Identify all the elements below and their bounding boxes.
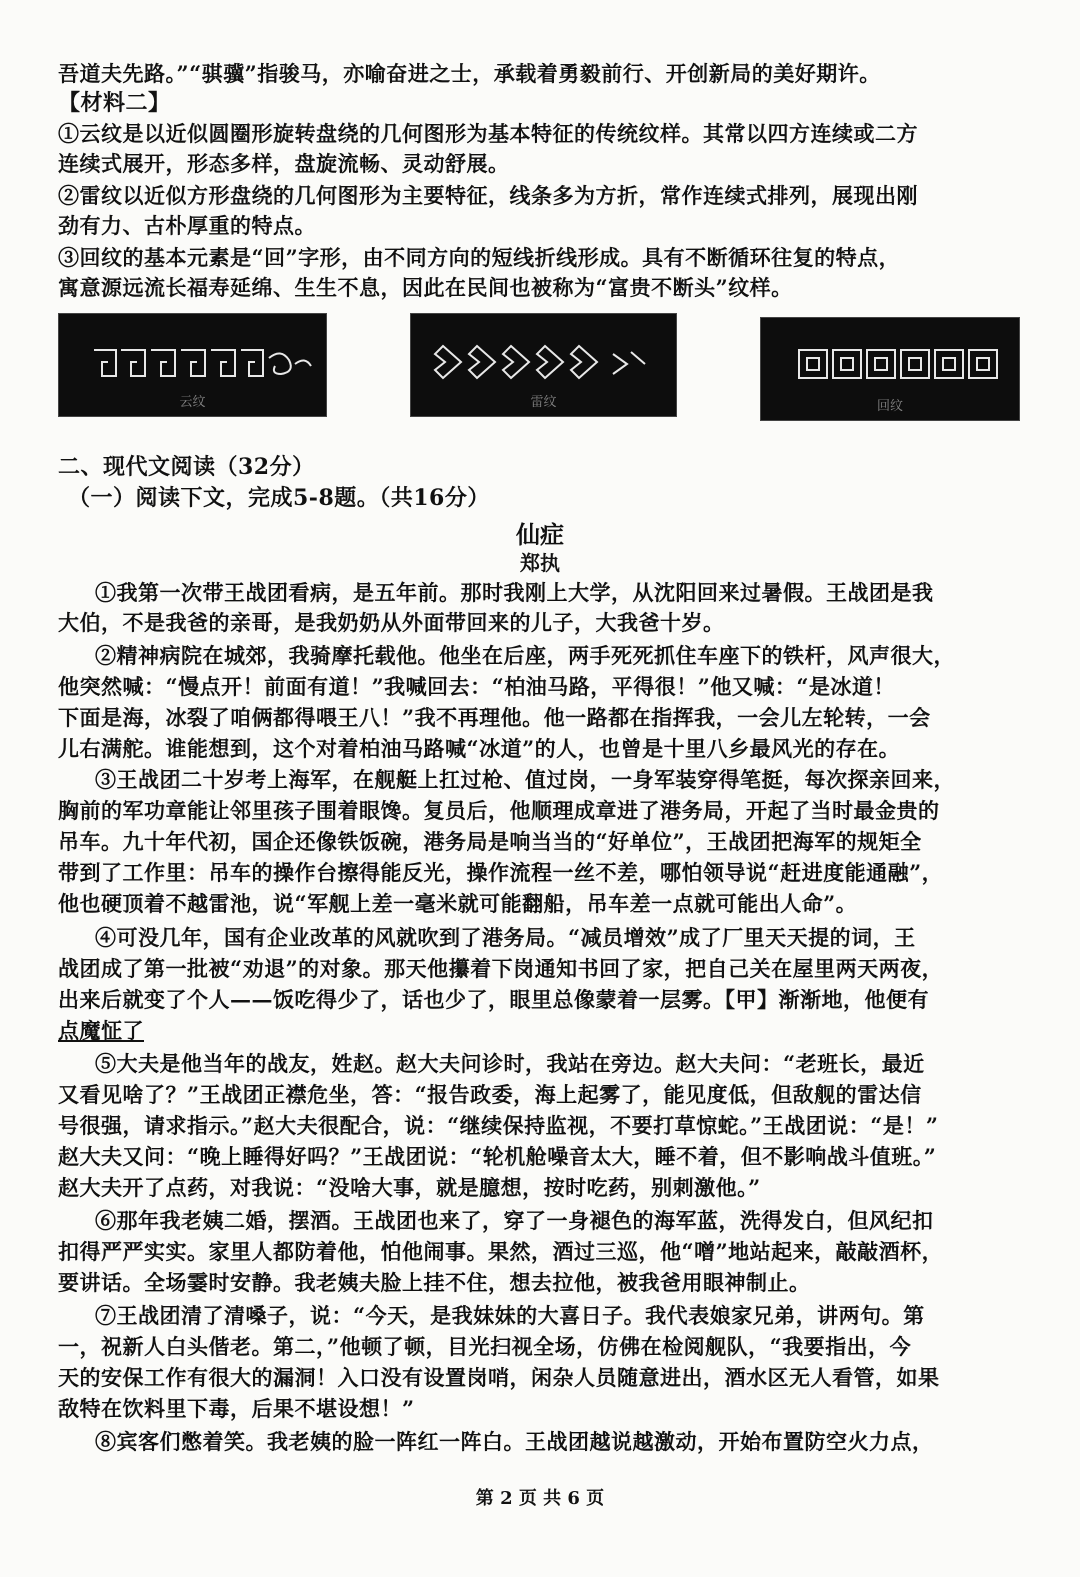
body-line: 带到了工作里：吊车的操作台擦得能反光，操作流程一丝不差，哪怕领导说“赶进度能通融”， <box>58 860 944 885</box>
body-line: ⑧宾客们憋着笑。我老姨的脸一阵红一阵白。王战团越说越激动，开始布置防空火力点， <box>95 1429 934 1454</box>
body-line: ④可没几年，国有企业改革的风就吹到了港务局。“减员增效”成了厂里天天提的词，王 <box>95 925 916 950</box>
body-line: 吊车。九十年代初，国企还像铁饭碗，港务局是响当当的“好单位”，王战团把海军的规矩全 <box>58 829 922 854</box>
body-line: 他突然喊：“慢点开！前面有道！”我喊回去：“柏油马路，平得很！”他又喊：“是冰道！ <box>58 674 895 699</box>
body-line: 又看见啥了？”王战团正襟危坐，答：“报告政委，海上起雾了，能见度低，但敌舰的雷达信 <box>58 1082 922 1107</box>
body-line: 天的安保工作有很大的漏洞！入口没有设置岗哨，闲杂人员随意进出，酒水区无人看管，如果 <box>58 1365 940 1390</box>
thunder-pattern-label: 雷纹 <box>530 395 557 410</box>
body-line: 出来后就变了个人——饭吃得少了，话也少了，眼里总像蒙着一层雾。【甲】渐渐地，他便有 <box>58 987 929 1012</box>
body-line: ②精神病院在城郊，我骑摩托载他。他坐在后座，两手死死抓住车座下的铁杆，风声很大， <box>95 643 955 668</box>
cloud-pattern-label: 云纹 <box>179 395 206 410</box>
article-author: 郑执 <box>520 551 560 575</box>
body-line: 胸前的军功章能让邻里孩子围着眼馋。复员后，他顺理成章进了港务局，开起了当时最金贵的 <box>58 798 940 823</box>
body-line: ⑤大夫是他当年的战友，姓赵。赵大夫问诊时，我站在旁边。赵大夫问：“老班长，最近 <box>95 1051 925 1076</box>
body-line: 战团成了第一批被“劝退”的对象。那天他攥着下岗通知书回了家，把自己关在屋里两天两夜， <box>58 956 944 981</box>
material-line: ①云纹是以近似圆圈形旋转盘绕的几何图形为基本特征的传统纹样。其常以四方连续或二方 <box>58 121 918 146</box>
meander-pattern-label: 回纹 <box>876 399 903 414</box>
cloud-pattern-image <box>58 313 327 417</box>
material-line: ③回纹的基本元素是“回”字形，由不同方向的短线折线形成。具有不断循环往复的特点， <box>58 245 901 270</box>
material-line: 寓意源远流长福寿延绵、生生不息，因此在民间也被称为“富贵不断头”纹样。 <box>58 275 793 300</box>
body-line: ③王战团二十岁考上海军，在舰艇上扛过枪、值过岗，一身军装穿得笔挺，每次探亲回来， <box>95 767 955 792</box>
body-line: ⑥那年我老姨二婚，摆酒。王战团也来了，穿了一身褪色的海军蓝，洗得发白，但风纪扣 <box>95 1208 934 1233</box>
material-line: ②雷纹以近似方形盘绕的几何图形为主要特征，线条多为方折，常作连续式排列，展现出刚 <box>58 183 918 208</box>
section-title: 二、现代文阅读（32分） <box>58 454 315 480</box>
body-line: 扣得严严实实。家里人都防着他，怕他闹事。果然，酒过三巡，他“噌”地站起来，敲敲酒杯， <box>58 1239 944 1264</box>
body-line: ①我第一次带王战团看病，是五年前。那时我刚上大学，从沈阳回来过暑假。王战团是我 <box>95 580 934 605</box>
article-title: 仙症 <box>516 520 564 549</box>
subsection-title: （一）阅读下文，完成5-8题。（共16分） <box>68 485 490 511</box>
body-line-underlined: 点魔怔了 <box>58 1018 144 1043</box>
material-line: 吾道夫先路。”“骐骥”指骏马，亦喻奋进之士，承载着勇毅前行、开创新局的美好期许。 <box>58 61 881 86</box>
body-line: 赵大夫又问：“晚上睡得好吗？”王战团说：“轮机舱噪音太大，睡不着，但不影响战斗值班。” <box>58 1144 937 1169</box>
page-footer: 第 2 页 共 6 页 <box>475 1488 605 1509</box>
material-line: 劲有力、古朴厚重的特点。 <box>58 213 316 238</box>
body-line: 他也硬顶着不越雷池，说“军舰上差一毫米就可能翻船，吊车差一点就可能出人命”。 <box>58 891 858 916</box>
body-line: 下面是海，冰裂了咱俩都得喂王八！”我不再理他。他一路都在指挥我，一会儿左轮转，一会 <box>58 705 931 730</box>
thunder-pattern-image <box>410 313 677 417</box>
body-line: 大伯，不是我爸的亲哥，是我奶奶从外面带回来的儿子，大我爸十岁。 <box>58 610 725 635</box>
meander-pattern-image <box>760 317 1020 421</box>
material-line: 连续式展开，形态多样，盘旋流畅、灵动舒展。 <box>58 151 510 176</box>
body-line: 赵大夫开了点药，对我说：“没啥大事，就是臆想，按时吃药，别刺激他。” <box>58 1175 761 1200</box>
body-line: 要讲话。全场霎时安静。我老姨夫脸上挂不住，想去拉他，被我爸用眼神制止。 <box>58 1270 811 1295</box>
material-two-heading: 【材料二】 <box>58 90 171 116</box>
body-line: ⑦王战团清了清嗓子，说：“今天，是我妹妹的大喜日子。我代表娘家兄弟，讲两句。第 <box>95 1303 925 1328</box>
body-line: 号很强，请求指示。”赵大夫很配合，说：“继续保持监视，不要打草惊蛇。”王战团说：“是！” <box>58 1113 939 1138</box>
body-line: 儿右满舵。谁能想到，这个对着柏油马路喊“冰道”的人，也曾是十里八乡最风光的存在。 <box>58 736 901 761</box>
body-line: 一，祝新人白头偕老。第二，”他顿了顿，目光扫视全场，仿佛在检阅舰队，“我要指出，今 <box>58 1334 912 1359</box>
body-line: 敌特在饮料里下毒，后果不堪设想！” <box>58 1396 415 1421</box>
